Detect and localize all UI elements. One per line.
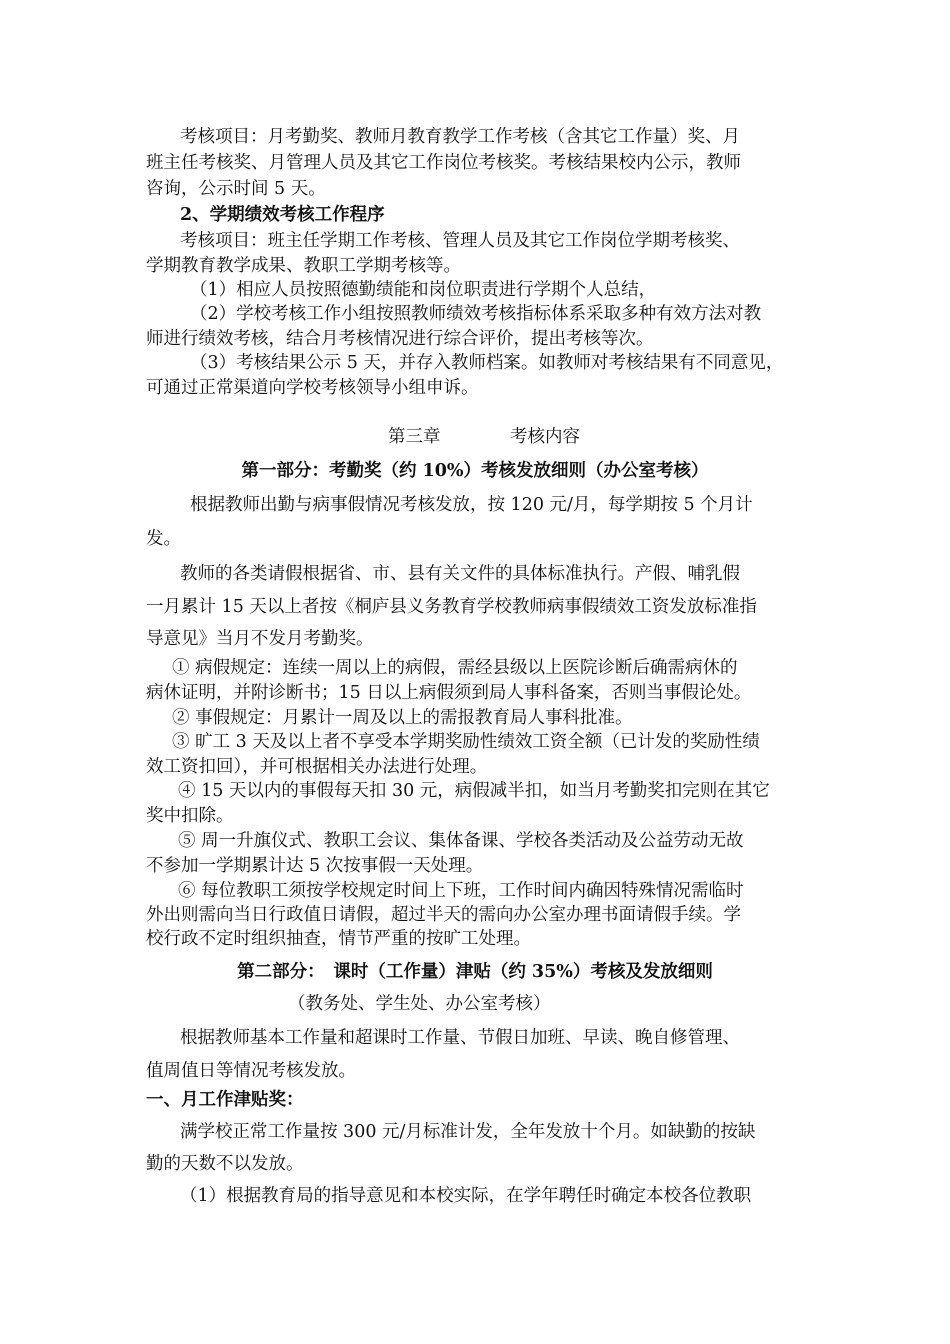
paragraph-line: （2）学校考核工作小组按照教师绩效考核指标体系采取多种有效方法对教 xyxy=(190,304,762,324)
part2-heading: 第二部分： 课时（工作量）津贴（约 35%）考核及发放细则 xyxy=(237,962,713,982)
paragraph-line: （1）根据教育局的指导意见和本校实际，在学年聘任时确定本校各位教职 xyxy=(180,1186,752,1206)
paragraph-line: 考核项目：月考勤奖、教师月教育教学工作考核（含其它工作量）奖、月 xyxy=(180,127,740,147)
paragraph-line: 教师的各类请假根据省、市、县有关文件的具体标准执行。产假、哺乳假 xyxy=(180,564,740,584)
section-heading: 2、学期绩效考核工作程序 xyxy=(180,205,385,225)
rule-line: ⑥ 每位教职工须按学校规定时间上下班，工作时间内确因特殊情况需临时 xyxy=(178,881,744,901)
rule-line: 校行政不定时组织抽查，情节严重的按旷工处理。 xyxy=(146,929,531,949)
paragraph-line: 发。 xyxy=(146,529,181,549)
paragraph-line: 值周值日等情况考核发放。 xyxy=(146,1061,356,1081)
paragraph-line: 勤的天数不以发放。 xyxy=(146,1154,304,1174)
paragraph-line: 班主任考核奖、月管理人员及其它工作岗位考核奖。考核结果校内公示，教师 xyxy=(146,153,741,173)
paragraph-line: 满学校正常工作量按 300 元/月标准计发，全年发放十个月。如缺勤的按缺 xyxy=(180,1122,756,1142)
part1-heading: 第一部分：考勤奖（约 10%）考核发放细则（办公室考核） xyxy=(241,461,709,481)
paragraph-line: 咨询，公示时间 5 天。 xyxy=(146,179,326,199)
paragraph-line: （1）相应人员按照德勤绩能和岗位职责进行学期个人总结， xyxy=(190,280,657,300)
paragraph-line: 师进行绩效考核，结合月考核情况进行综合评价，提出考核等次。 xyxy=(146,329,654,349)
paragraph-line: 一月累计 15 天以上者按《桐庐县义务教育学校教师病事假绩效工资发放标准指 xyxy=(146,597,757,617)
rule-line: ⑤ 周一升旗仪式、教职工会议、集体备课、学校各类活动及公益劳动无故 xyxy=(178,831,744,851)
rule-line: 病休证明，并附诊断书；15 日以上病假须到局人事科备案，否则当事假论处。 xyxy=(146,683,752,703)
paragraph-line: 根据教师基本工作量和超课时工作量、节假日加班、早读、晚自修管理、 xyxy=(180,1028,740,1048)
rule-line: 不参加一学期累计达 5 次按事假一天处理。 xyxy=(146,856,484,876)
rule-line: ① 病假规定：连续一周以上的病假，需经县级以上医院诊断后确需病休的 xyxy=(172,658,738,678)
chapter-title: 考核内容 xyxy=(510,427,580,447)
paragraph-line: 考核项目：班主任学期工作考核、管理人员及其它工作岗位学期考核奖、 xyxy=(180,231,740,251)
paragraph-line: 可通过正常渠道向学校考核领导小组申诉。 xyxy=(146,378,479,398)
paragraph-line: 根据教师出勤与病事假情况考核发放，按 120 元/月，每学期按 5 个月计 xyxy=(190,495,753,515)
paragraph-line: （3）考核结果公示 5 天，并存入教师档案。如教师对考核结果有不同意见， xyxy=(190,353,784,373)
rule-line: ② 事假规定：月累计一周及以上的需报教育局人事科批准。 xyxy=(172,708,633,728)
part2-subheading: （教务处、学生处、办公室考核） xyxy=(288,994,551,1014)
rule-line: ④ 15 天以内的事假每天扣 30 元，病假减半扣，如当月考勤奖扣完则在其它 xyxy=(178,781,770,801)
rule-line: 外出则需向当日行政值日请假，超过半天的需向办公室办理书面请假手续。学 xyxy=(146,905,741,925)
rule-line: ③ 旷工 3 天及以上者不享受本学期奖励性绩效工资全额（已计发的奖励性绩 xyxy=(172,732,760,752)
chapter-number: 第三章 xyxy=(388,427,441,447)
paragraph-line: 导意见》当月不发月考勤奖。 xyxy=(146,629,374,649)
rule-line: 效工资扣回），并可根据相关办法进行处理。 xyxy=(146,757,488,777)
paragraph-line: 学期教育教学成果、教职工学期考核等。 xyxy=(146,256,461,276)
section-heading: 一、月工作津贴奖： xyxy=(146,1090,304,1110)
rule-line: 奖中扣除。 xyxy=(146,806,234,826)
